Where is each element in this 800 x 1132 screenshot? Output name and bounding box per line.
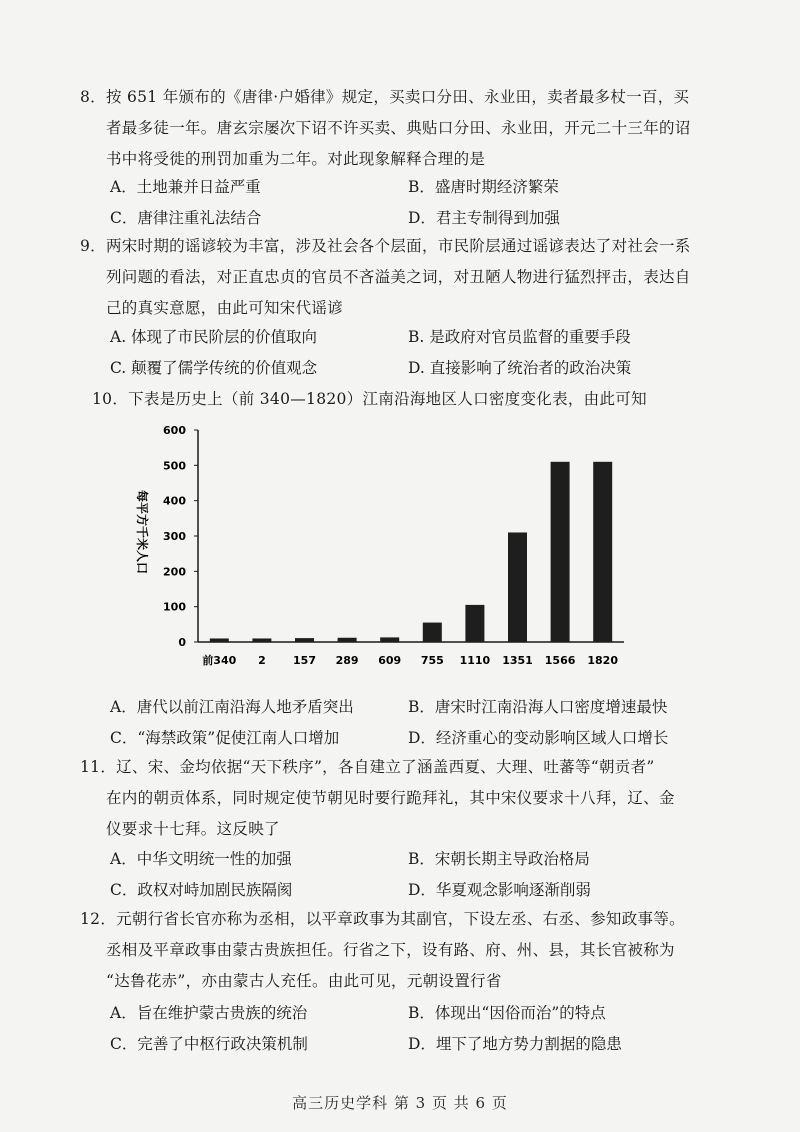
- y-axis-label: 每平方千米人口: [135, 489, 149, 575]
- x-ticks: [202, 653, 618, 667]
- x-tick-label: 前340: [202, 654, 237, 667]
- q12-option-a: A．旨在维护蒙古贵族的统治: [110, 1004, 308, 1022]
- chart-svg: [130, 422, 630, 684]
- y-tick-label: 300: [163, 530, 186, 543]
- x-tick-label: 609: [378, 654, 402, 667]
- q9-stem-line: 列问题的看法，对正直忠贞的官员不吝溢美之词，对丑陋人物进行猛烈抨击，表达自: [106, 268, 691, 286]
- q12-option-b: B．体现出“因俗而治”的特点: [408, 1004, 606, 1022]
- population-density-chart: [130, 422, 630, 684]
- q9-option-a: A. 体现了市民阶层的价值取向: [110, 328, 318, 346]
- question-12-options: [110, 998, 730, 1060]
- q11-option-a: A．中华文明统一性的加强: [110, 850, 292, 868]
- q12-stem-line: 12．元朝行省长官亦称为丞相，以平章政事为其副官，下设左丞、右丞、参知政事等。: [80, 910, 685, 928]
- q10-option-d: D．经济重心的变动影响区域人口增长: [408, 729, 669, 747]
- q11-option-c: C．政权对峙加剧民族隔阂: [110, 881, 293, 899]
- y-tick-label: 600: [163, 424, 186, 437]
- y-tick-label: 400: [163, 494, 186, 508]
- bar-1110: [465, 605, 484, 642]
- bar-289: [338, 638, 357, 642]
- x-tick-label: 157: [293, 654, 316, 667]
- q9-option-b: B. 是政府对官员监督的重要手段: [408, 328, 631, 346]
- q12-stem-line: “达鲁花赤”，亦由蒙古人充任。由此可见，元朝设置行省: [106, 972, 502, 990]
- bar-157: [295, 638, 314, 642]
- x-tick-label: 1110: [459, 654, 491, 667]
- x-tick-label: 755: [420, 654, 444, 667]
- q11-stem-line: 仪要求十七拜。这反映了: [106, 820, 280, 838]
- x-tick-label: 1566: [544, 654, 576, 667]
- question-9-options: [110, 322, 730, 384]
- page-footer: 高三历史学科 第 3 页 共 6 页: [292, 1094, 508, 1112]
- question-9-stem: [80, 231, 728, 324]
- y-tick-label: 500: [163, 459, 186, 473]
- q12-option-c: C．完善了中枢行政决策机制: [110, 1035, 308, 1053]
- q8-stem-line: 书中将受徙的刑罚加重为二年。对此现象解释合理的是: [106, 150, 486, 168]
- q8-stem-line: 者最多徒一年。唐玄宗屡次下诏不许买卖、典贴口分田、永业田，开元二十三年的诏: [106, 119, 691, 137]
- bars: [210, 462, 612, 642]
- q8-option-b: B．盛唐时期经济繁荣: [408, 178, 559, 196]
- y-ticks: [163, 424, 198, 649]
- q8-stem-line: 8．按 651 年颁布的《唐律·户婚律》规定，买卖口分田、永业田，卖者最多杖一百，买: [80, 88, 690, 106]
- q11-stem-line: 在内的朝贡体系，同时规定使节朝见时要行跪拜礼，其中宋仪要求十八拜，辽、金: [106, 789, 675, 807]
- q11-option-b: B．宋朝长期主导政治格局: [408, 850, 590, 868]
- q8-option-c: C．唐律注重礼法结合: [110, 209, 262, 227]
- q8-option-d: D．君主专制得到加强: [408, 209, 560, 227]
- question-10-options: [110, 692, 730, 754]
- q12-stem-line: 丞相及平章政事由蒙古贵族担任。行省之下，设有路、府、州、县，其长官被称为: [106, 941, 675, 959]
- bar-2: [252, 638, 271, 642]
- q10-option-a: A．唐代以前江南沿海人地矛盾突出: [110, 698, 354, 716]
- q11-option-d: D．华夏观念影响逐渐削弱: [408, 881, 591, 899]
- y-tick-label: 100: [163, 600, 186, 614]
- q10-stem-line: 10．下表是历史上（前 340—1820）江南沿海地区人口密度变化表，由此可知: [92, 390, 647, 408]
- x-tick-label: 1351: [502, 654, 533, 667]
- q9-option-d: D. 直接影响了统治者的政治决策: [408, 359, 632, 377]
- q10-option-b: B．唐宋时江南沿海人口密度增速最快: [408, 698, 668, 716]
- bar-1566: [551, 462, 570, 642]
- q9-option-c: C. 颠覆了儒学传统的价值观念: [110, 359, 318, 377]
- q12-option-d: D．埋下了地方势力割据的隐患: [408, 1035, 622, 1053]
- question-11-options: [110, 844, 730, 906]
- x-tick-label: 2: [258, 654, 266, 667]
- question-11-stem: [80, 752, 728, 845]
- bar-1351: [508, 532, 527, 642]
- y-tick-label: 200: [163, 565, 186, 579]
- bar-1820: [593, 462, 612, 642]
- x-tick-label: 1820: [587, 654, 619, 667]
- question-12-stem: [80, 904, 728, 997]
- x-tick-label: 289: [335, 654, 359, 667]
- bar-前340: [210, 638, 229, 642]
- q9-stem-line: 9．两宋时期的谣谚较为丰富，涉及社会各个层面，市民阶层通过谣谚表达了对社会一系: [80, 237, 691, 255]
- question-8-options: [110, 172, 730, 234]
- q11-stem-line: 11．辽、宋、金均依据“天下秩序”，各自建立了涵盖西夏、大理、吐蕃等“朝贡者”: [80, 758, 655, 776]
- question-8-stem: [80, 82, 728, 175]
- q9-stem-line: 己的真实意愿，由此可知宋代谣谚: [106, 299, 344, 317]
- q10-option-c: C．“海禁政策”促使江南人口增加: [110, 729, 340, 747]
- bar-755: [423, 623, 442, 642]
- question-10-stem: [92, 384, 740, 415]
- q8-option-a: A．土地兼并日益严重: [110, 178, 261, 196]
- bar-609: [380, 637, 399, 642]
- y-tick-label: 0: [178, 636, 186, 649]
